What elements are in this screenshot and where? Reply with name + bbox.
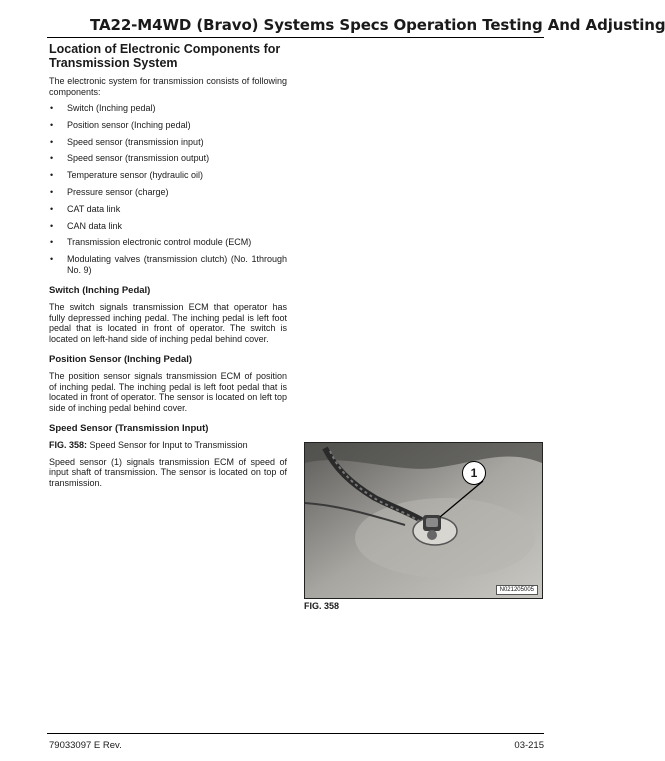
figure-caption-text: Speed Sensor for Input to Transmission (89, 440, 248, 451)
list-item: • Transmission electronic control module (ECM) (50, 237, 252, 248)
figure-label: FIG. 358 (304, 601, 340, 611)
figure-caption (49, 440, 287, 451)
main-column (49, 42, 287, 494)
list-item: • Speed sensor (transmission output) (50, 153, 210, 164)
figure-caption-label: FIG. 358: (49, 440, 88, 451)
bullet-icon: • (50, 136, 54, 147)
list-item: • CAN data link (50, 220, 123, 231)
speed-sensor-paragraph: Speed sensor (1) signals transmission ECM of speed of input shaft of transmission. The sensor is located on top of transmission. (49, 456, 287, 488)
intro-paragraph: The electronic system for transmission consists of following components: (49, 76, 287, 97)
switch-paragraph: The switch signals transmission ECM that operator has fully depressed inching pedal. The inching pedal is left foot pedal that is located in front of operator. The switch is located on left-hand side of inching pedal behind cover. (49, 302, 287, 344)
section-title: Location of Electronic Components for Transmission System (49, 42, 281, 70)
position-sensor-heading: Position Sensor (Inching Pedal) (49, 354, 193, 366)
bullet-icon: • (50, 220, 54, 231)
header-rule (47, 37, 544, 38)
bullet-icon: • (50, 254, 54, 265)
switch-heading: Switch (Inching Pedal) (49, 285, 151, 297)
figure-code: N021205005 (496, 585, 538, 595)
list-item: • Position sensor (Inching pedal) (50, 119, 191, 130)
bullet-icon: • (50, 170, 54, 181)
speed-sensor-photo (304, 442, 543, 599)
footer-doc-number: 79033097 E Rev. (49, 740, 122, 751)
list-item: • CAT data link (50, 203, 121, 214)
bullet-icon: • (50, 237, 54, 248)
list-item: • Speed sensor (transmission input) (50, 136, 204, 147)
photo-illustration (305, 443, 542, 598)
bullet-icon: • (50, 203, 54, 214)
page-header-title: TA22-M4WD (Bravo) Systems Specs Operation Testing And Adjusting (90, 16, 665, 34)
bullet-icon: • (50, 119, 54, 130)
bullet-icon: • (50, 186, 54, 197)
bullet-icon: • (50, 103, 54, 113)
list-item: • Temperature sensor (hydraulic oil) (50, 170, 204, 181)
position-sensor-paragraph: The position sensor signals transmission ECM of position of inching pedal. The inching pedal is left foot pedal that is located in front of operator. The sensor is located on left top side of inching pedal behind cover. (49, 371, 287, 413)
list-item: • Modulating valves (transmission clutch) (No. 1through No. 9) (50, 254, 287, 275)
list-item: • Switch (Inching pedal) (50, 103, 156, 113)
footer-rule (47, 733, 544, 734)
component-list (49, 103, 287, 275)
list-item: • Pressure sensor (charge) (50, 186, 169, 197)
bullet-icon: • (50, 153, 54, 164)
speed-sensor-heading: Speed Sensor (Transmission Input) (49, 423, 209, 435)
callout-marker: 1 (462, 461, 486, 485)
footer-page-number: 03-215 (514, 740, 544, 751)
